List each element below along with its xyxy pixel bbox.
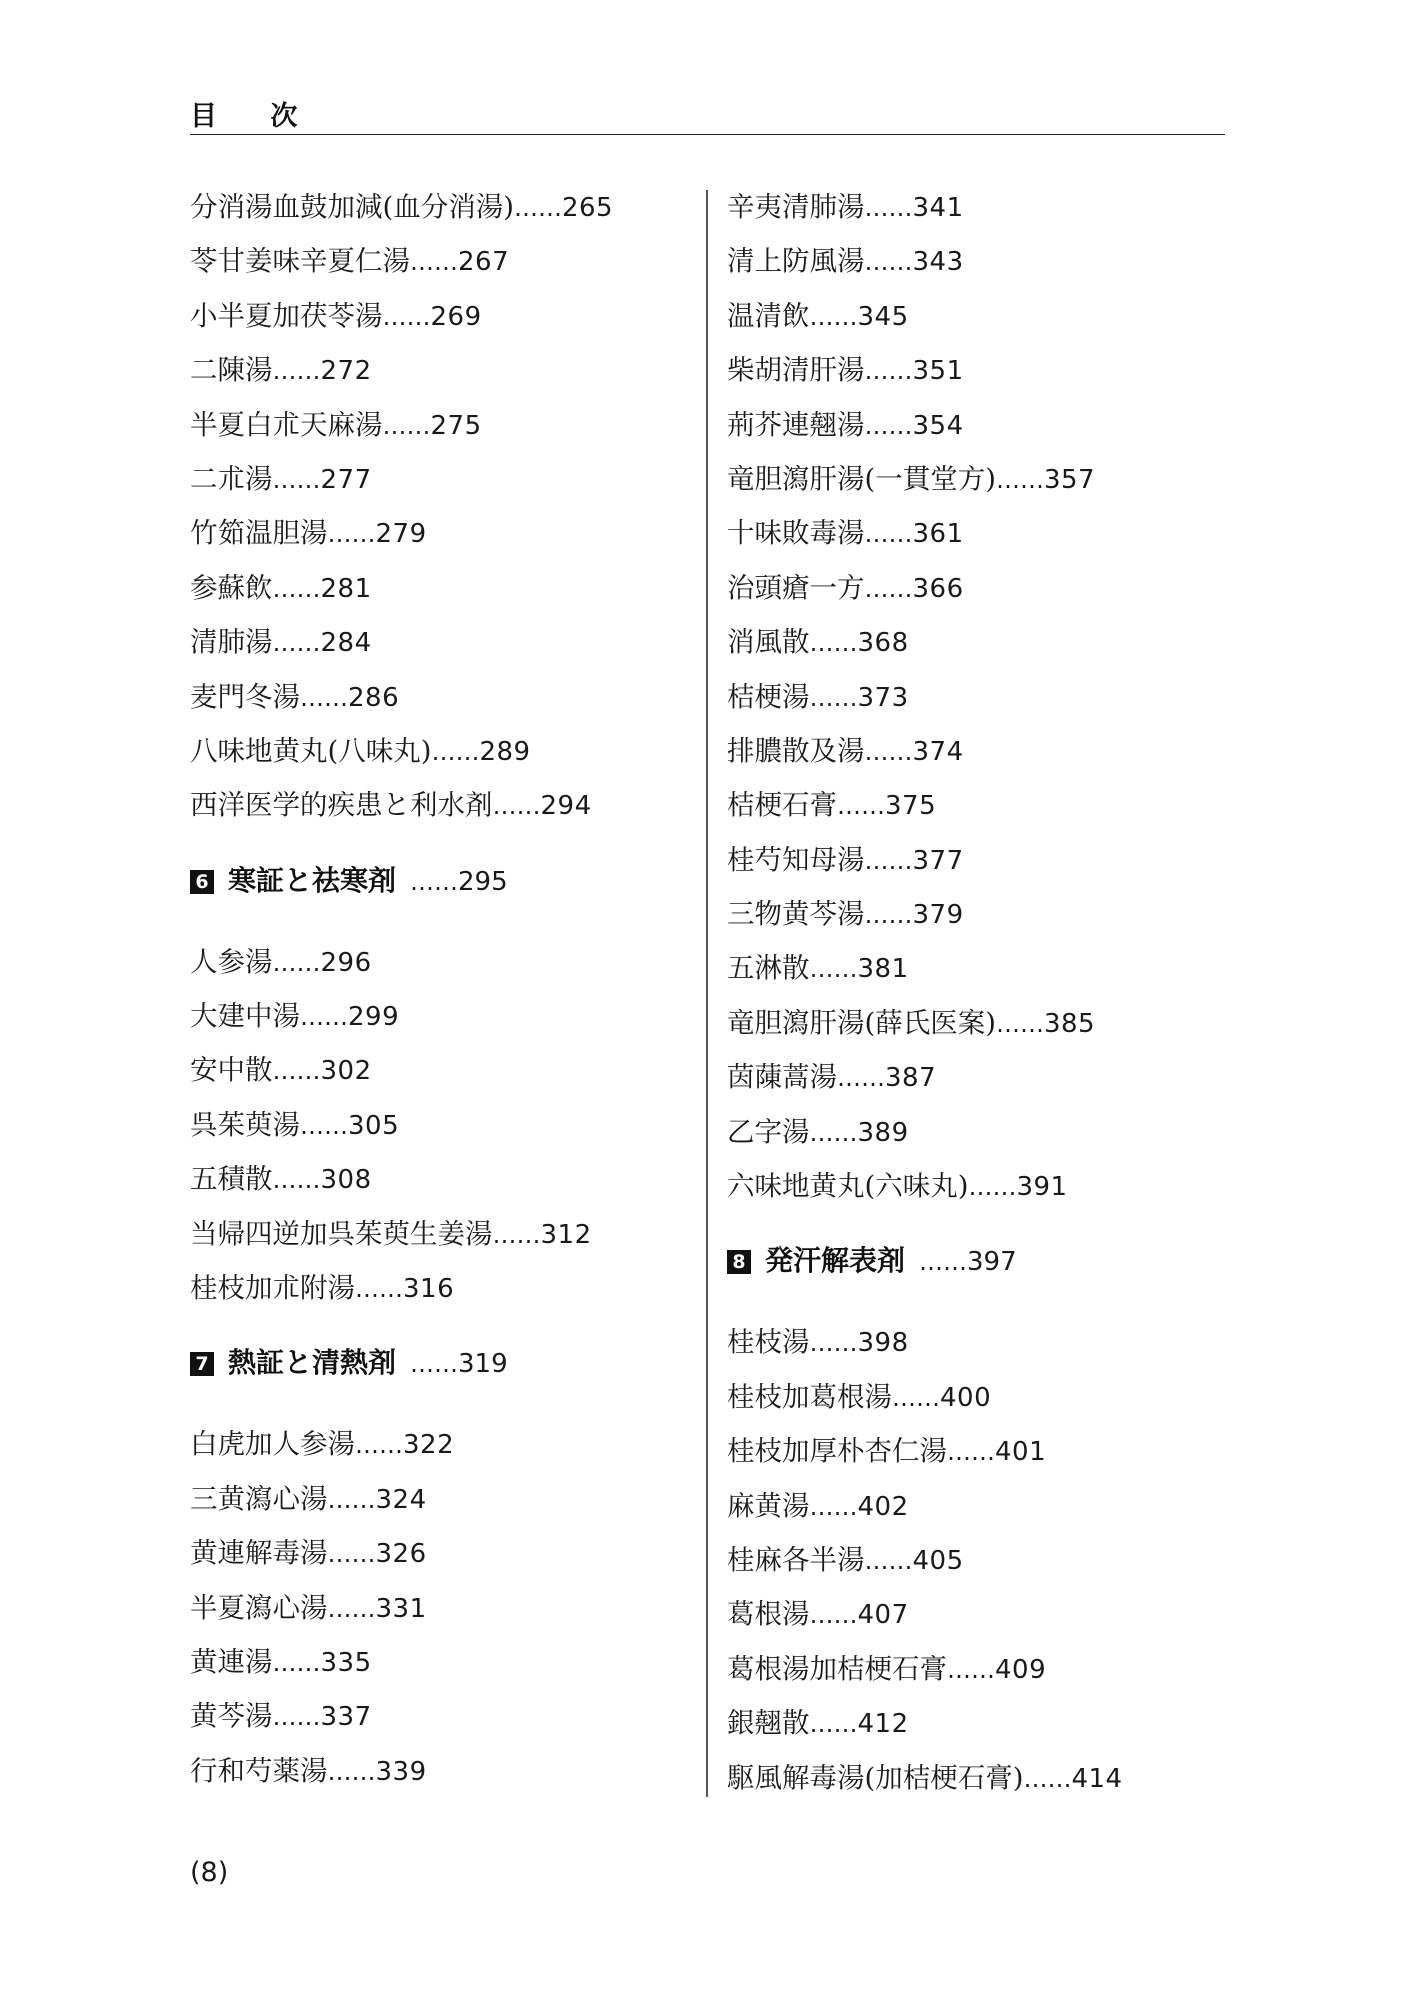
leader-dots: ……	[864, 411, 913, 440]
right-column	[727, 180, 1227, 1805]
section-page-number: 397	[967, 1247, 1017, 1278]
toc-entry	[727, 398, 1227, 452]
entry-page-number: 277	[320, 464, 372, 495]
leader-dots: ……	[995, 1009, 1044, 1038]
toc-entry	[727, 670, 1227, 724]
entry-page-number: 305	[348, 1110, 400, 1141]
toc-entry	[727, 1751, 1227, 1805]
entry-title: 五淋散	[727, 952, 810, 985]
entry-title: 安中散	[190, 1054, 273, 1087]
entry-title: 竹筎温胆湯	[190, 517, 328, 550]
leader-dots: ……	[272, 1057, 321, 1086]
entry-title: 荊芥連翹湯	[727, 408, 865, 441]
toc-entry	[727, 1642, 1227, 1696]
leader-dots: ……	[947, 1655, 995, 1684]
entry-title: 黄連湯	[190, 1645, 273, 1678]
leader-dots: ……	[355, 1275, 403, 1304]
entry-page-number: 412	[857, 1709, 909, 1740]
toc-entry	[190, 180, 695, 234]
toc-entry	[190, 989, 695, 1043]
leader-dots: ……	[864, 737, 913, 766]
section-page-number: 319	[458, 1349, 508, 1380]
column-divider	[706, 190, 708, 1797]
section-title: 熱証と清熱剤	[228, 1346, 397, 1380]
entry-page-number: 281	[320, 573, 372, 604]
toc-entry	[190, 1043, 695, 1097]
entry-title: 二朮湯	[190, 462, 273, 495]
entry-title: 行和芍薬湯	[190, 1754, 328, 1787]
entry-page-number: 289	[479, 736, 531, 767]
entry-page-number: 284	[320, 628, 372, 659]
entry-page-number: 335	[320, 1647, 372, 1678]
entry-title: 半夏瀉心湯	[190, 1591, 328, 1624]
leader-dots: ……	[272, 465, 321, 494]
toc-entry	[727, 234, 1227, 288]
entry-title: 桂枝加厚朴杏仁湯	[727, 1435, 947, 1468]
leader-dots: ……	[919, 1248, 968, 1277]
entry-page-number: 308	[320, 1165, 372, 1196]
entry-page-number: 275	[430, 410, 482, 441]
entry-page-number: 401	[995, 1437, 1047, 1468]
leader-dots: ……	[968, 1173, 1017, 1202]
entry-title: 西洋医学的疾患と利水剤	[190, 789, 493, 822]
entry-title: 乙字湯	[727, 1115, 810, 1148]
entry-page-number: 296	[320, 947, 372, 978]
leader-dots: ……	[327, 1757, 376, 1786]
toc-entry	[190, 1152, 695, 1206]
entry-page-number: 387	[885, 1063, 937, 1094]
toc-entry	[727, 1105, 1227, 1159]
entry-title: 苓甘姜味辛夏仁湯	[190, 245, 410, 278]
leader-dots: ……	[492, 792, 541, 821]
entry-page-number: 351	[912, 356, 964, 387]
leader-dots: ……	[272, 629, 321, 658]
entry-title: 八味地黄丸(八味丸)	[190, 734, 432, 767]
leader-dots: ……	[809, 955, 858, 984]
section-number-badge: 6	[190, 870, 214, 894]
leader-dots: ……	[1023, 1764, 1072, 1793]
entry-page-number: 324	[375, 1484, 427, 1515]
toc-entry	[727, 506, 1227, 560]
leader-dots: ……	[864, 574, 913, 603]
entry-title: 六味地黄丸(六味丸)	[727, 1170, 969, 1203]
entry-title: 大建中湯	[190, 1000, 300, 1033]
section-heading	[727, 1234, 1227, 1288]
entry-title: 麦門冬湯	[190, 680, 300, 713]
toc-entry	[727, 289, 1227, 343]
leader-dots: ……	[809, 1492, 858, 1521]
entry-title: 桂麻各半湯	[727, 1543, 865, 1576]
leader-dots: ……	[809, 1710, 858, 1739]
leader-dots: ……	[382, 411, 431, 440]
entry-page-number: 357	[1043, 464, 1096, 495]
entry-page-number: 407	[857, 1600, 909, 1631]
toc-entry	[727, 941, 1227, 995]
leader-dots: ……	[382, 302, 431, 331]
entry-page-number: 312	[540, 1219, 592, 1250]
toc-entry	[727, 996, 1227, 1050]
entry-title: 白虎加人参湯	[190, 1428, 355, 1461]
entry-page-number: 385	[1043, 1008, 1096, 1039]
leader-dots: ……	[809, 629, 858, 658]
entry-page-number: 379	[912, 900, 964, 931]
entry-title: 参蘇飲	[190, 571, 273, 604]
leader-dots: ……	[892, 1383, 940, 1412]
entry-page-number: 302	[320, 1056, 372, 1087]
entry-title: 排膿散及湯	[727, 734, 865, 767]
toc-entry	[190, 1581, 695, 1635]
entry-page-number: 272	[320, 356, 372, 387]
entry-page-number: 279	[375, 519, 427, 550]
toc-entry	[727, 833, 1227, 887]
entry-page-number: 354	[912, 410, 964, 441]
entry-title: 麻黄湯	[727, 1489, 810, 1522]
leader-dots: ……	[864, 901, 913, 930]
toc-entry	[190, 398, 695, 452]
leader-dots: ……	[272, 357, 321, 386]
leader-dots: ……	[300, 1003, 348, 1032]
leader-dots: ……	[837, 1064, 885, 1093]
toc-entry	[190, 452, 695, 506]
entry-title: 黄連解毒湯	[190, 1537, 328, 1570]
leader-dots: ……	[272, 1166, 321, 1195]
entry-title: 清肺湯	[190, 626, 273, 659]
entry-title: 桂枝加葛根湯	[727, 1380, 892, 1413]
toc-entry	[190, 935, 695, 989]
entry-page-number: 381	[857, 954, 909, 985]
leader-dots: ……	[864, 520, 913, 549]
toc-entry	[190, 289, 695, 343]
entry-group	[727, 180, 1227, 1213]
toc-entry	[727, 1696, 1227, 1750]
entry-page-number: 337	[320, 1702, 372, 1733]
leader-dots: ……	[327, 520, 376, 549]
entry-page-number: 366	[912, 573, 964, 604]
entry-title: 十味敗毒湯	[727, 517, 865, 550]
toc-entry	[190, 1207, 695, 1261]
section-number-badge: 7	[190, 1352, 214, 1376]
page-number-footer: (8)	[190, 1857, 229, 1888]
leader-dots: ……	[410, 248, 458, 277]
entry-page-number: 316	[403, 1274, 455, 1305]
entry-title: 三黄瀉心湯	[190, 1482, 328, 1515]
entry-group	[190, 935, 695, 1316]
entry-title: 五積散	[190, 1163, 273, 1196]
entry-title: 桂枝加朮附湯	[190, 1272, 355, 1305]
toc-entry	[727, 1533, 1227, 1587]
leader-dots: ……	[272, 1703, 321, 1732]
entry-page-number: 299	[348, 1002, 400, 1033]
leader-dots: ……	[272, 948, 321, 977]
entry-page-number: 409	[995, 1654, 1047, 1685]
entry-page-number: 345	[857, 301, 909, 332]
section-heading	[190, 1336, 695, 1390]
header	[190, 88, 1225, 135]
entry-title: 葛根湯	[727, 1598, 810, 1631]
entry-group	[190, 180, 695, 833]
entry-page-number: 322	[403, 1430, 455, 1461]
toc-entry	[727, 1479, 1227, 1533]
leader-dots: ……	[864, 357, 913, 386]
entry-page-number: 375	[885, 791, 937, 822]
toc-entry	[727, 887, 1227, 941]
entry-page-number: 400	[940, 1382, 992, 1413]
toc-entry	[190, 778, 695, 832]
entry-page-number: 294	[540, 791, 592, 822]
leader-dots: ……	[327, 1485, 376, 1514]
entry-title: 半夏白朮天麻湯	[190, 408, 383, 441]
leader-dots: ……	[809, 1329, 858, 1358]
section-page-number: 295	[458, 866, 508, 897]
toc-entry	[727, 1315, 1227, 1369]
toc-entry	[727, 1050, 1227, 1104]
entry-title: 柴胡清肝湯	[727, 354, 865, 387]
toc-entry	[190, 343, 695, 397]
entry-title: 茵蔯蒿湯	[727, 1061, 837, 1094]
entry-page-number: 339	[375, 1756, 427, 1787]
entry-title: 清上防風湯	[727, 245, 865, 278]
leader-dots: ……	[864, 194, 913, 222]
leader-dots: ……	[272, 574, 321, 603]
leader-dots: ……	[492, 1220, 541, 1249]
entry-page-number: 331	[375, 1593, 427, 1624]
entry-title: 竜胆瀉肝湯(薛氏医案)	[727, 1006, 996, 1039]
toc-entry	[727, 1424, 1227, 1478]
entry-page-number: 361	[912, 519, 964, 550]
entry-page-number: 405	[912, 1545, 964, 1576]
entry-page-number: 326	[375, 1539, 427, 1570]
leader-dots: ……	[809, 1601, 858, 1630]
leader-dots: ……	[272, 1648, 321, 1677]
entry-title: 小半夏加茯苓湯	[190, 299, 383, 332]
leader-dots: ……	[837, 792, 885, 821]
entry-page-number: 389	[857, 1117, 909, 1148]
toc-entry	[727, 778, 1227, 832]
leader-dots: ……	[327, 1540, 376, 1569]
leader-dots: ……	[864, 1546, 913, 1575]
section-number-badge: 8	[727, 1250, 751, 1274]
leader-dots: ……	[809, 1118, 858, 1147]
entry-title: 当帰四逆加呉茱萸生姜湯	[190, 1217, 493, 1250]
leader-dots: ……	[995, 465, 1044, 494]
left-column	[190, 180, 695, 1798]
entry-title: 駆風解毒湯(加桔梗石膏)	[727, 1761, 1024, 1794]
entry-group	[190, 1417, 695, 1798]
entry-page-number: 286	[348, 682, 400, 713]
entry-page-number: 265	[561, 193, 614, 223]
entry-page-number: 373	[857, 682, 909, 713]
toc-entry	[190, 1744, 695, 1798]
entry-title: 二陳湯	[190, 354, 273, 387]
section-title: 寒証と祛寒剤	[228, 863, 397, 897]
leader-dots: ……	[410, 867, 459, 896]
section-heading	[190, 854, 695, 908]
entry-page-number: 341	[912, 193, 964, 223]
entry-title: 温清飲	[727, 299, 810, 332]
entry-page-number: 269	[430, 301, 482, 332]
leader-dots: ……	[809, 683, 858, 712]
toc-entry	[190, 1098, 695, 1152]
entry-page-number: 402	[857, 1491, 909, 1522]
toc-entry	[727, 561, 1227, 615]
toc-entry	[727, 180, 1227, 234]
toc-entry	[727, 1159, 1227, 1213]
toc-entry	[190, 234, 695, 288]
leader-dots: ……	[864, 846, 913, 875]
leader-dots: ……	[410, 1350, 459, 1379]
entry-title: 桔梗石膏	[727, 789, 837, 822]
entry-title: 黄芩湯	[190, 1700, 273, 1733]
entry-page-number: 391	[1016, 1172, 1068, 1203]
entry-page-number: 267	[458, 247, 510, 278]
toc-entry	[190, 1261, 695, 1315]
leader-dots: ……	[864, 248, 913, 277]
toc-entry	[727, 724, 1227, 778]
entry-page-number: 398	[857, 1328, 909, 1359]
toc-entry	[190, 1472, 695, 1526]
leader-dots: ……	[809, 302, 858, 331]
leader-dots: ……	[300, 1111, 348, 1140]
entry-title: 人参湯	[190, 945, 273, 978]
entry-title: 桂枝湯	[727, 1326, 810, 1359]
entry-title: 竜胆瀉肝湯(一貫堂方)	[727, 462, 996, 495]
toc-entry	[727, 343, 1227, 397]
page-title: 目 次	[190, 101, 320, 132]
toc-entry	[190, 1689, 695, 1743]
leader-dots: ……	[327, 1594, 376, 1623]
entry-title: 辛夷清肺湯	[727, 191, 865, 223]
entry-page-number: 343	[912, 247, 964, 278]
entry-title: 治頭瘡一方	[727, 571, 865, 604]
toc-entry	[190, 724, 695, 778]
leader-dots: ……	[431, 737, 480, 766]
toc-entry	[190, 1417, 695, 1471]
leader-dots: ……	[300, 683, 348, 712]
toc-entry	[190, 561, 695, 615]
entry-page-number: 368	[857, 628, 909, 659]
leader-dots: ……	[513, 194, 562, 222]
toc-entry	[190, 615, 695, 669]
section-title: 発汗解表剤	[765, 1244, 906, 1278]
entry-title: 葛根湯加桔梗石膏	[727, 1652, 947, 1685]
toc-entry	[727, 615, 1227, 669]
entry-title: 呉茱萸湯	[190, 1108, 300, 1141]
toc-entry	[727, 1587, 1227, 1641]
leader-dots: ……	[355, 1431, 403, 1460]
entry-page-number: 414	[1071, 1763, 1123, 1794]
entry-page-number: 374	[912, 736, 964, 767]
leader-dots: ……	[947, 1438, 995, 1467]
entry-group	[727, 1315, 1227, 1805]
toc-entry	[727, 452, 1227, 506]
entry-title: 桔梗湯	[727, 680, 810, 713]
entry-title: 桂芍知母湯	[727, 843, 865, 876]
entry-title: 分消湯血鼓加減(血分消湯)	[190, 191, 514, 223]
toc-entry	[727, 1370, 1227, 1424]
toc-entry	[190, 670, 695, 724]
entry-title: 消風散	[727, 626, 810, 659]
entry-title: 銀翹散	[727, 1707, 810, 1740]
toc-entry	[190, 1526, 695, 1580]
toc-entry	[190, 506, 695, 560]
entry-page-number: 377	[912, 845, 964, 876]
entry-title: 三物黄芩湯	[727, 898, 865, 931]
toc-entry	[190, 1635, 695, 1689]
